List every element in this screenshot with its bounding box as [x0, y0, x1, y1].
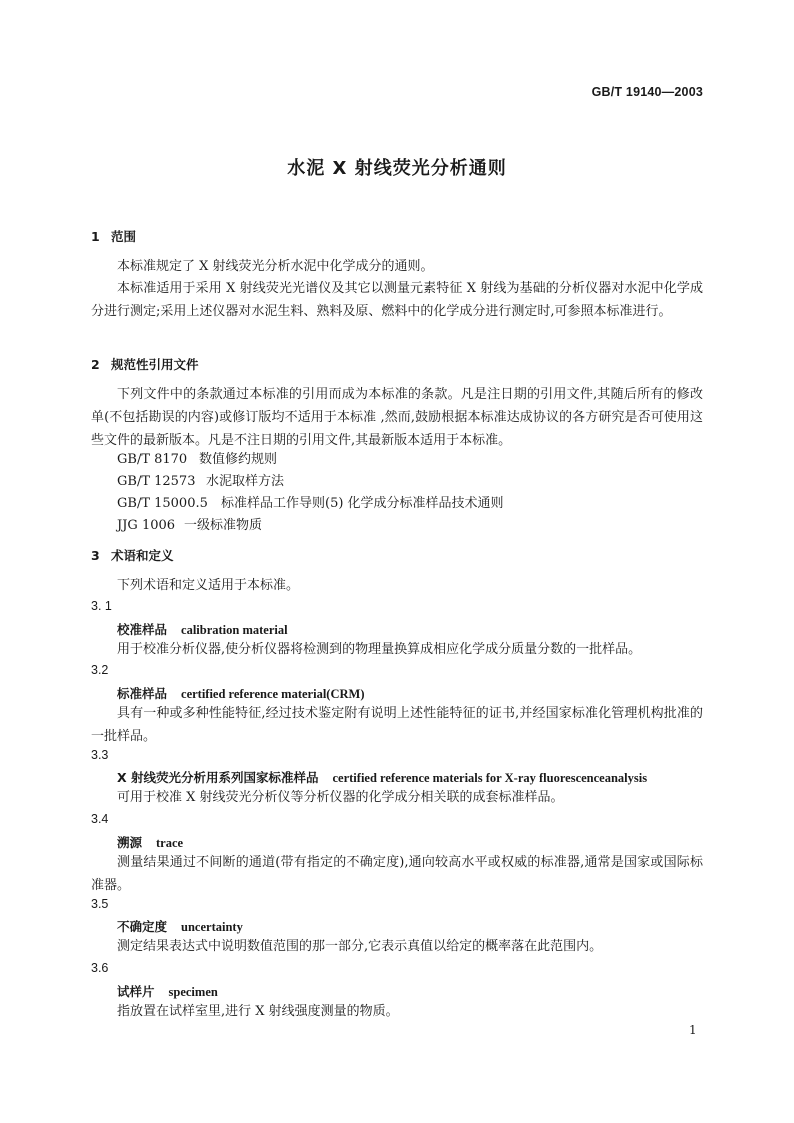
reference-item — [117, 448, 277, 467]
term-number: 3. 1 — [91, 599, 112, 613]
reference-item — [117, 492, 504, 511]
section-1-heading — [91, 227, 136, 245]
term-number: 3.2 — [91, 663, 109, 677]
term-name-cn: 溯源 — [117, 835, 143, 850]
reference-code: GB/T 12573 — [117, 474, 196, 489]
reference-title: 标准样品工作导则(5) 化学成分标准样品技术通则 — [221, 496, 504, 511]
term-name-en: certified reference materials for X-ray fluorescenceanalysis — [332, 771, 648, 785]
section-title: 规范性引用文件 — [111, 357, 199, 372]
reference-code: GB/T 15000.5 — [117, 496, 208, 511]
term-definition: 指放置在试样室里,进行 X 射线强度测量的物质。 — [117, 1004, 399, 1019]
term-definition: 用于校准分析仪器,使分析仪器将检测到的物理量换算成相应化学成分质量分数的一批样品。 — [117, 642, 642, 657]
term-definition: 具有一种或多种性能特征,经过技术鉴定附有说明上述性能特征的证书,并经国家标准化管理机构批准的一批样品。 — [91, 706, 703, 744]
term-name — [117, 684, 364, 702]
reference-code: JJG 1006 — [117, 518, 176, 533]
term-number: 3.3 — [91, 748, 109, 762]
term-definition: 测定结果表达式中说明数值范围的那一部分,它表示真值以给定的概率落在此范围内。 — [117, 939, 603, 954]
section-3-intro: 下列术语和定义适用于本标准。 — [117, 578, 300, 593]
reference-item — [117, 470, 284, 489]
section-title: 术语和定义 — [111, 548, 174, 563]
reference-item — [117, 514, 262, 533]
section-number: 1 — [91, 229, 100, 244]
term-number: 3.4 — [91, 812, 109, 826]
term-name — [117, 833, 183, 851]
section-2-heading — [91, 355, 199, 373]
reference-code: GB/T 8170 — [117, 452, 188, 467]
page-title: 水泥 X 射线荧光分析通则 — [287, 158, 507, 179]
term-definition: 可用于校准 X 射线荧光分析仪等分析仪器的化学成分相关联的成套标准样品。 — [117, 790, 564, 805]
section-1-paragraph-2: 本标准适用于采用 X 射线荧光光谱仪及其它以测量元素特征 X 射线为基础的分析仪器对水泥中化学成分进行测定;采用上述仪器对水泥生料、熟料及原、燃料中的化学成分进行测定时,可参照本标准进行。 — [91, 281, 703, 319]
section-title: 范围 — [111, 229, 137, 244]
reference-title: 一级标准物质 — [184, 518, 263, 533]
section-number: 2 — [91, 357, 100, 372]
section-number: 3 — [91, 548, 100, 563]
section-2-intro: 下列文件中的条款通过本标准的引用而成为本标准的条款。凡是注日期的引用文件,其随后所有的修改单(不包括勘误的内容)或修订版均不适用于本标准 ,然而,鼓励根据本标准达成协议的各方研究是否可使用这些文件的最新版本。凡是不注日期的引用文件,其最新版本适用于本标准。 — [91, 387, 703, 448]
term-name-cn: 试样片 — [117, 984, 155, 999]
reference-title: 数值修约规则 — [199, 452, 278, 467]
term-name-cn: X 射线荧光分析用系列国家标准样品 — [117, 770, 319, 785]
term-name — [117, 768, 647, 786]
term-name-cn: 校准样品 — [117, 622, 168, 637]
term-name — [117, 917, 243, 935]
term-name-cn: 标准样品 — [117, 686, 168, 701]
term-name-en: trace — [156, 836, 184, 850]
term-definition: 测量结果通过不间断的通道(带有指定的不确定度),通向较高水平或权威的标准器,通常是国家或国际标准器。 — [91, 855, 703, 893]
section-1-paragraph-1: 本标准规定了 X 射线荧光分析水泥中化学成分的通则。 — [117, 259, 434, 274]
term-number: 3.6 — [91, 961, 109, 975]
term-name-en: certified reference material(CRM) — [181, 687, 365, 701]
term-number: 3.5 — [91, 897, 109, 911]
term-name-en: calibration material — [181, 623, 288, 637]
term-name-en: uncertainty — [181, 920, 243, 934]
page-number: 1 — [689, 1023, 697, 1037]
term-name — [117, 982, 218, 1000]
standard-code: GB/T 19140—2003 — [591, 85, 703, 99]
section-3-heading — [91, 546, 174, 564]
term-name-cn: 不确定度 — [117, 919, 168, 934]
term-name — [117, 620, 288, 638]
term-name-en: specimen — [168, 985, 218, 999]
reference-title: 水泥取样方法 — [206, 474, 285, 489]
